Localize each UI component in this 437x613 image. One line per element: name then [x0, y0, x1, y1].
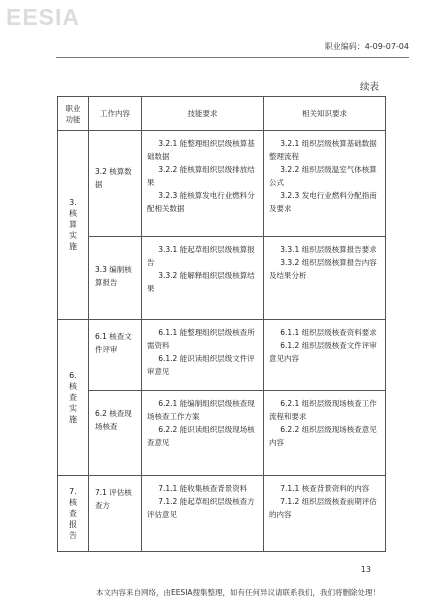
skill-item: 3.2.3 能核算发电行业燃料分配相关数据	[147, 191, 255, 213]
skill-item: 3.2.1 能整理组织层级核算基础数据	[147, 139, 255, 161]
footer-notice: 本文内容来自网络，由EESIA搜集整理，如有任何异议请联系我们，我们将删除处理！	[95, 588, 381, 597]
occupation-code: 职业编码：4-09-07-04	[324, 42, 409, 51]
knowledge-cell	[264, 320, 386, 391]
work-cell: 6.2 核查现场核查	[89, 391, 142, 476]
skill-item: 3.3.2 能解释组织层级核算结果	[147, 271, 255, 293]
knowledge-cell	[264, 131, 386, 237]
knowledge-cell	[264, 237, 386, 320]
skill-item: 7.1.2 能起草组织层级核查方评估意见	[147, 497, 255, 519]
table-row	[58, 131, 386, 237]
function-cell: 3. 核算实施	[58, 131, 89, 320]
knowledge-item: 3.3.2 组织层级核算报告内容及结果分析	[269, 258, 377, 280]
knowledge-item: 6.2.1 组织层级现场核查工作流程和要求	[269, 399, 377, 421]
work-cell: 7.1 评估核查方	[89, 476, 142, 552]
knowledge-cell	[264, 391, 386, 476]
skills-cell	[142, 320, 264, 391]
eesia-watermark-logo: EESIA	[6, 4, 81, 30]
page-number: 13	[360, 565, 371, 574]
skills-cell	[142, 237, 264, 320]
skills-cell	[142, 391, 264, 476]
knowledge-item: 7.1.2 组织层级核查前期评估的内容	[269, 497, 377, 519]
knowledge-item: 3.2.2 组织层级温室气体核算公式	[269, 165, 377, 187]
skill-item: 6.2.2 能识读组织层级现场核查意见	[147, 425, 255, 447]
skill-item: 6.1.1 能整理组织层级核查所需资料	[147, 328, 255, 350]
skills-cell	[142, 131, 264, 237]
knowledge-item: 6.1.2 组织层级核查文件评审意见内容	[269, 341, 377, 363]
table-row	[58, 476, 386, 552]
function-cell: 7. 核查报告	[58, 476, 89, 552]
header-cell: 相关知识要求	[264, 97, 386, 131]
knowledge-item: 6.1.1 组织层级核查资料要求	[280, 328, 377, 337]
skill-item: 6.2.1 能编制组织层级核查现场核查工作方案	[147, 399, 255, 421]
knowledge-item: 3.3.1 组织层级核算报告要求	[280, 245, 377, 254]
table-header-row	[58, 97, 386, 131]
skill-item: 6.1.2 能识读组织层级文件评审意见	[147, 354, 255, 376]
work-cell: 6.1 核查文件评审	[89, 320, 142, 391]
skill-item: 3.3.1 能起草组织层级核算报告	[147, 245, 255, 267]
knowledge-item: 3.2.1 组织层级核算基础数据整理流程	[269, 139, 377, 161]
knowledge-item: 7.1.1 核查背景资料的内容	[280, 484, 370, 493]
skills-cell	[142, 476, 264, 552]
table-row	[58, 391, 386, 476]
function-cell: 6. 核查实施	[58, 320, 89, 476]
header-rule	[56, 57, 409, 58]
header-cell: 职业功能	[58, 97, 89, 131]
header-cell: 技能要求	[142, 97, 264, 131]
work-cell: 3.2 核算数据	[89, 131, 142, 237]
skills-table	[57, 96, 386, 552]
skill-item: 7.1.1 能收集核查背景资料	[158, 484, 248, 493]
knowledge-item: 6.2.2 组织层级现场核查意见内容	[269, 425, 377, 447]
continued-label: 续表	[359, 82, 379, 93]
header-cell: 工作内容	[89, 97, 142, 131]
knowledge-item: 3.2.3 发电行业燃料分配指南及要求	[269, 191, 377, 213]
skill-item: 3.2.2 能核算组织层级排放结果	[147, 165, 255, 187]
table-row	[58, 320, 386, 391]
knowledge-cell	[264, 476, 386, 552]
table-row	[58, 237, 386, 320]
work-cell: 3.3 编制核算报告	[89, 237, 142, 320]
